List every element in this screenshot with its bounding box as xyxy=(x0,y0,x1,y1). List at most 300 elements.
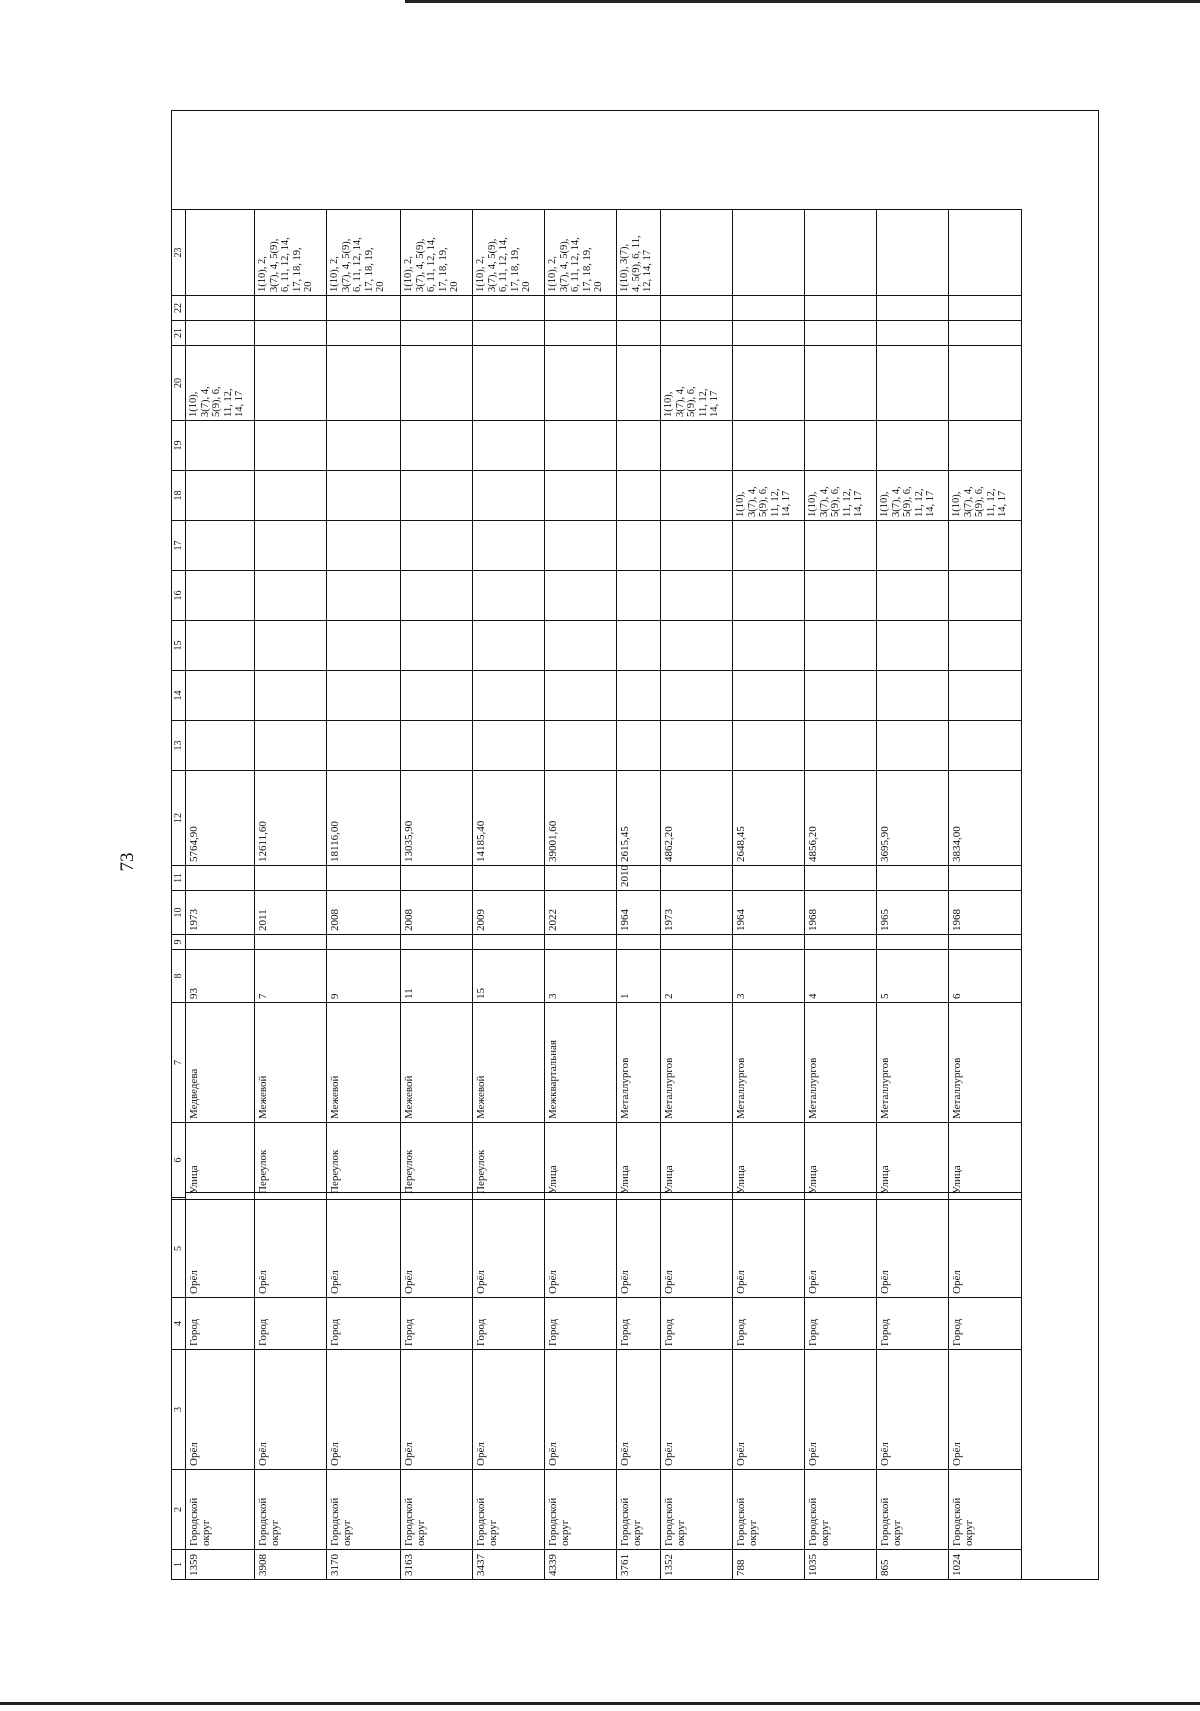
cell-col18: 1(10), 3(7), 4, 5(9), 6, 11, 12, 14, 17 xyxy=(733,470,805,520)
page-number: 73 xyxy=(117,852,138,872)
cell-house: 93 xyxy=(186,949,255,1002)
column-number: 11 xyxy=(172,865,186,890)
cell-municipality: Орёл xyxy=(255,1349,327,1469)
cell-street_type: Переулок xyxy=(473,1122,545,1197)
table-row xyxy=(401,109,473,1579)
cell-street: Металлургов xyxy=(617,1002,661,1122)
column-number: 23 xyxy=(172,209,186,295)
column-number: 15 xyxy=(172,620,186,670)
cell-empty xyxy=(949,520,1022,570)
cell-street_type: Улица xyxy=(661,1122,733,1197)
cell-empty xyxy=(255,620,327,670)
table-row xyxy=(617,109,661,1579)
cell-id: 1359 xyxy=(186,1549,255,1579)
cell-street: Медведева xyxy=(186,1002,255,1122)
column-number: 1 xyxy=(172,1549,186,1579)
cell-settlement_type: Город xyxy=(545,1297,617,1349)
cell-area: 5764,90 xyxy=(186,770,255,865)
cell-area: 3695,90 xyxy=(877,770,949,865)
cell-settlement: Орёл xyxy=(255,1199,327,1297)
cell-empty xyxy=(473,620,545,670)
cell-settlement_type: Город xyxy=(805,1297,877,1349)
cell-col18 xyxy=(255,470,327,520)
cell-municipality: Орёл xyxy=(617,1349,661,1469)
cell-empty xyxy=(617,295,661,320)
cell-empty xyxy=(949,570,1022,620)
cell-empty xyxy=(877,295,949,320)
header-row xyxy=(172,109,186,1579)
cell-empty xyxy=(473,320,545,345)
cell-col23 xyxy=(949,209,1022,295)
cell-district: Городской округ xyxy=(733,1469,805,1549)
column-number: 10 xyxy=(172,890,186,934)
cell-empty xyxy=(877,570,949,620)
cell-empty xyxy=(661,320,733,345)
cell-year: 1973 xyxy=(661,890,733,934)
cell-empty xyxy=(733,620,805,670)
cell-id: 3437 xyxy=(473,1549,545,1579)
cell-empty xyxy=(186,670,255,720)
cell-settlement_type: Город xyxy=(949,1297,1022,1349)
cell-col23: 1(10), 2, 3(7), 4, 5(9), 6, 11, 12, 14, 17, 18, 19, 20 xyxy=(545,209,617,295)
table-row xyxy=(661,109,733,1579)
cell-settlement: Орёл xyxy=(545,1199,617,1297)
cell-col20 xyxy=(877,345,949,420)
cell-house: 9 xyxy=(327,949,401,1002)
cell-empty xyxy=(805,520,877,570)
cell-settlement_type: Город xyxy=(617,1297,661,1349)
cell-settlement: Орёл xyxy=(733,1199,805,1297)
cell-empty xyxy=(401,420,473,470)
cell-street: Металлургов xyxy=(661,1002,733,1122)
cell-empty xyxy=(617,420,661,470)
cell-col23: 1(10), 2, 3(7), 4, 5(9), 6, 11, 12, 14, 17, 18, 19, 20 xyxy=(473,209,545,295)
cell-col18 xyxy=(327,470,401,520)
cell-year2 xyxy=(327,865,401,890)
cell-empty xyxy=(545,570,617,620)
cell-empty xyxy=(733,295,805,320)
column-number: 18 xyxy=(172,470,186,520)
cell-house: 11 xyxy=(401,949,473,1002)
cell-settlement_type: Город xyxy=(877,1297,949,1349)
cell-empty xyxy=(661,620,733,670)
cell-col18 xyxy=(401,470,473,520)
cell-year: 2008 xyxy=(327,890,401,934)
column-number: 6 xyxy=(172,1122,186,1197)
cell-col20 xyxy=(401,345,473,420)
cell-area: 14185,40 xyxy=(473,770,545,865)
cell-empty xyxy=(473,295,545,320)
cell-district: Городской округ xyxy=(877,1469,949,1549)
cell-empty xyxy=(473,934,545,949)
table-row xyxy=(327,109,401,1579)
cell-year2 xyxy=(255,865,327,890)
cell-area: 39001,60 xyxy=(545,770,617,865)
cell-settlement: Орёл xyxy=(805,1199,877,1297)
cell-empty xyxy=(617,520,661,570)
cell-col23: 1(10), 2, 3(7), 4, 5(9), 6, 11, 12, 14, 17, 18, 19, 20 xyxy=(401,209,473,295)
cell-empty xyxy=(805,670,877,720)
table-row xyxy=(545,109,617,1579)
cell-col18 xyxy=(545,470,617,520)
cell-area: 4862,20 xyxy=(661,770,733,865)
column-number: 17 xyxy=(172,520,186,570)
cell-empty xyxy=(661,520,733,570)
cell-municipality: Орёл xyxy=(877,1349,949,1469)
cell-municipality: Орёл xyxy=(401,1349,473,1469)
cell-empty xyxy=(617,720,661,770)
cell-area: 12611,60 xyxy=(255,770,327,865)
cell-district: Городской округ xyxy=(949,1469,1022,1549)
column-number: 3 xyxy=(172,1349,186,1469)
cell-empty xyxy=(473,570,545,620)
cell-settlement: Орёл xyxy=(617,1199,661,1297)
cell-settlement: Орёл xyxy=(327,1199,401,1297)
cell-settlement: Орёл xyxy=(186,1199,255,1297)
cell-empty xyxy=(877,720,949,770)
cell-year2 xyxy=(401,865,473,890)
cell-area: 2615,45 xyxy=(617,770,661,865)
cell-empty xyxy=(877,420,949,470)
cell-district: Городской округ xyxy=(473,1469,545,1549)
cell-empty xyxy=(327,420,401,470)
column-number: . xyxy=(173,1197,184,1199)
cell-empty xyxy=(805,420,877,470)
cell-empty xyxy=(255,320,327,345)
cell-empty xyxy=(805,720,877,770)
cell-year2 xyxy=(805,865,877,890)
cell-year: 1964 xyxy=(617,890,661,934)
cell-settlement: Орёл xyxy=(661,1199,733,1297)
cell-empty xyxy=(545,420,617,470)
cell-empty xyxy=(545,620,617,670)
cell-col20 xyxy=(949,345,1022,420)
cell-col18: 1(10), 3(7), 4, 5(9), 6, 11, 12, 14, 17 xyxy=(949,470,1022,520)
cell-street: Межевой xyxy=(401,1002,473,1122)
cell-district: Городской округ xyxy=(661,1469,733,1549)
cell-empty xyxy=(401,620,473,670)
cell-year: 2011 xyxy=(255,890,327,934)
cell-settlement_type: Город xyxy=(255,1297,327,1349)
cell-street: Межевой xyxy=(327,1002,401,1122)
cell-street: Межевой xyxy=(255,1002,327,1122)
cell-col18 xyxy=(473,470,545,520)
cell-empty xyxy=(661,295,733,320)
cell-empty xyxy=(401,670,473,720)
cell-empty xyxy=(401,295,473,320)
cell-municipality: Орёл xyxy=(805,1349,877,1469)
cell-empty xyxy=(949,320,1022,345)
column-number: 20 xyxy=(172,345,186,420)
table-row xyxy=(805,109,877,1579)
cell-empty xyxy=(186,720,255,770)
cell-empty xyxy=(661,670,733,720)
cell-id: 1024 xyxy=(949,1549,1022,1579)
table-row xyxy=(733,109,805,1579)
cell-empty xyxy=(327,520,401,570)
cell-street_type: Улица xyxy=(733,1122,805,1197)
cell-district: Городской округ xyxy=(255,1469,327,1549)
cell-area: 4856,20 xyxy=(805,770,877,865)
cell-empty xyxy=(401,570,473,620)
cell-empty xyxy=(255,520,327,570)
cell-district: Городской округ xyxy=(401,1469,473,1549)
cell-col18 xyxy=(661,470,733,520)
cell-empty xyxy=(255,570,327,620)
cell-col23 xyxy=(661,209,733,295)
cell-empty xyxy=(617,320,661,345)
cell-settlement: Орёл xyxy=(949,1199,1022,1297)
cell-year: 1973 xyxy=(186,890,255,934)
column-number: 4 xyxy=(172,1297,186,1349)
cell-year: 1968 xyxy=(949,890,1022,934)
column-number: 19 xyxy=(172,420,186,470)
column-number: 5 xyxy=(172,1199,186,1297)
cell-year2 xyxy=(733,865,805,890)
cell-id: 4339 xyxy=(545,1549,617,1579)
cell-area: 13035,90 xyxy=(401,770,473,865)
cell-empty xyxy=(545,295,617,320)
cell-col20 xyxy=(327,345,401,420)
cell-year: 2008 xyxy=(401,890,473,934)
column-number: 9 xyxy=(172,934,186,949)
column-number: 8 xyxy=(172,949,186,1002)
cell-col23: 1(10), 3(7), 4, 5(9), 6, 11, 12, 14, 17 xyxy=(617,209,661,295)
column-number: 12 xyxy=(172,770,186,865)
cell-municipality: Орёл xyxy=(661,1349,733,1469)
cell-col23: 1(10), 2, 3(7), 4, 5(9), 6, 11, 12, 14, 17, 18, 19, 20 xyxy=(327,209,401,295)
cell-empty xyxy=(733,320,805,345)
cell-empty xyxy=(401,320,473,345)
column-number: 14 xyxy=(172,670,186,720)
cell-street: Металлургов xyxy=(877,1002,949,1122)
cell-empty xyxy=(805,934,877,949)
cell-house: 7 xyxy=(255,949,327,1002)
cell-empty xyxy=(949,620,1022,670)
cell-empty xyxy=(186,570,255,620)
cell-settlement: Орёл xyxy=(877,1199,949,1297)
cell-empty xyxy=(617,670,661,720)
cell-id: 1352 xyxy=(661,1549,733,1579)
cell-street: Межквартальная xyxy=(545,1002,617,1122)
cell-year: 2022 xyxy=(545,890,617,934)
cell-col23 xyxy=(805,209,877,295)
cell-empty xyxy=(545,670,617,720)
cell-col23 xyxy=(877,209,949,295)
cell-empty xyxy=(949,295,1022,320)
cell-street_type: Переулок xyxy=(255,1122,327,1197)
cell-street: Межевой xyxy=(473,1002,545,1122)
cell-settlement: Орёл xyxy=(473,1199,545,1297)
cell-street_type: Переулок xyxy=(327,1122,401,1197)
cell-empty xyxy=(949,420,1022,470)
cell-col18 xyxy=(186,470,255,520)
cell-empty xyxy=(327,670,401,720)
cell-year: 1964 xyxy=(733,890,805,934)
column-number: 21 xyxy=(172,320,186,345)
cell-col23 xyxy=(186,209,255,295)
table-row xyxy=(186,109,255,1579)
cell-empty xyxy=(805,620,877,670)
top-rule xyxy=(405,0,1200,3)
cell-empty xyxy=(661,570,733,620)
cell-empty xyxy=(327,570,401,620)
cell-municipality: Орёл xyxy=(949,1349,1022,1469)
cell-house: 6 xyxy=(949,949,1022,1002)
cell-col18: 1(10), 3(7), 4, 5(9), 6, 11, 12, 14, 17 xyxy=(877,470,949,520)
cell-house: 1 xyxy=(617,949,661,1002)
cell-district: Городской округ xyxy=(545,1469,617,1549)
cell-empty xyxy=(186,934,255,949)
cell-year2: 2010 xyxy=(617,865,661,890)
cell-street: Металлургов xyxy=(805,1002,877,1122)
cell-empty xyxy=(327,720,401,770)
cell-col23: 1(10), 2, 3(7), 4, 5(9), 6, 11, 12, 14, 17, 18, 19, 20 xyxy=(255,209,327,295)
cell-year2 xyxy=(949,865,1022,890)
cell-empty xyxy=(661,934,733,949)
cell-street_type: Улица xyxy=(877,1122,949,1197)
cell-house: 2 xyxy=(661,949,733,1002)
cell-empty xyxy=(877,520,949,570)
cell-district: Городской округ xyxy=(327,1469,401,1549)
column-number: 16 xyxy=(172,570,186,620)
cell-empty xyxy=(545,720,617,770)
cell-col20 xyxy=(473,345,545,420)
cell-empty xyxy=(877,320,949,345)
cell-empty xyxy=(805,570,877,620)
cell-empty xyxy=(473,420,545,470)
cell-empty xyxy=(186,420,255,470)
cell-area: 18116,00 xyxy=(327,770,401,865)
cell-id: 788 xyxy=(733,1549,805,1579)
cell-municipality: Орёл xyxy=(545,1349,617,1469)
cell-empty xyxy=(661,720,733,770)
cell-empty xyxy=(733,520,805,570)
cell-empty xyxy=(733,420,805,470)
cell-year2 xyxy=(545,865,617,890)
cell-district: Городской округ xyxy=(186,1469,255,1549)
cell-empty xyxy=(949,720,1022,770)
cell-empty xyxy=(545,934,617,949)
table-row xyxy=(877,109,949,1579)
cell-id: 3163 xyxy=(401,1549,473,1579)
cell-municipality: Орёл xyxy=(327,1349,401,1469)
cell-area: 3834,00 xyxy=(949,770,1022,865)
cell-empty xyxy=(186,620,255,670)
cell-empty xyxy=(617,620,661,670)
cell-year2 xyxy=(186,865,255,890)
cell-id: 3908 xyxy=(255,1549,327,1579)
table-row xyxy=(255,109,327,1579)
cell-area: 2648,45 xyxy=(733,770,805,865)
cell-empty xyxy=(473,670,545,720)
cell-house: 4 xyxy=(805,949,877,1002)
data-table xyxy=(171,110,1099,1580)
column-number: 2 xyxy=(172,1469,186,1549)
cell-empty xyxy=(186,295,255,320)
cell-empty xyxy=(877,934,949,949)
cell-col23 xyxy=(733,209,805,295)
cell-empty xyxy=(327,295,401,320)
cell-empty xyxy=(401,934,473,949)
cell-col20: 1(10), 3(7), 4, 5(9), 6, 11, 12, 14, 17 xyxy=(186,345,255,420)
cell-empty xyxy=(733,670,805,720)
cell-empty xyxy=(877,670,949,720)
cell-settlement_type: Город xyxy=(327,1297,401,1349)
cell-street: Металлургов xyxy=(733,1002,805,1122)
cell-empty xyxy=(255,720,327,770)
cell-empty xyxy=(617,934,661,949)
cell-house: 15 xyxy=(473,949,545,1002)
cell-district: Городской округ xyxy=(805,1469,877,1549)
table-row xyxy=(473,109,545,1579)
cell-street_type: Улица xyxy=(949,1122,1022,1197)
cell-col20 xyxy=(255,345,327,420)
cell-empty xyxy=(733,570,805,620)
column-number: 7 xyxy=(172,1002,186,1122)
cell-settlement_type: Город xyxy=(473,1297,545,1349)
cell-col20 xyxy=(733,345,805,420)
cell-id: 3761 xyxy=(617,1549,661,1579)
cell-empty xyxy=(545,520,617,570)
cell-id: 3170 xyxy=(327,1549,401,1579)
cell-settlement_type: Город xyxy=(401,1297,473,1349)
cell-street_type: Улица xyxy=(617,1122,661,1197)
cell-street_type: Улица xyxy=(545,1122,617,1197)
cell-year: 1965 xyxy=(877,890,949,934)
cell-empty xyxy=(733,720,805,770)
table-wrapper xyxy=(171,110,1099,1580)
cell-district: Городской округ xyxy=(617,1469,661,1549)
cell-municipality: Орёл xyxy=(473,1349,545,1469)
cell-empty xyxy=(327,934,401,949)
cell-house: 3 xyxy=(545,949,617,1002)
cell-empty xyxy=(949,934,1022,949)
cell-empty xyxy=(327,620,401,670)
cell-col20 xyxy=(545,345,617,420)
cell-empty xyxy=(733,934,805,949)
cell-settlement_type: Город xyxy=(733,1297,805,1349)
cell-empty xyxy=(617,570,661,620)
cell-year2 xyxy=(473,865,545,890)
cell-street_type: Переулок xyxy=(401,1122,473,1197)
cell-empty xyxy=(473,720,545,770)
column-number: 13 xyxy=(172,720,186,770)
cell-empty xyxy=(545,320,617,345)
cell-municipality: Орёл xyxy=(186,1349,255,1469)
cell-settlement_type: Город xyxy=(186,1297,255,1349)
cell-year2 xyxy=(661,865,733,890)
cell-col20 xyxy=(617,345,661,420)
cell-municipality: Орёл xyxy=(733,1349,805,1469)
cell-empty xyxy=(401,720,473,770)
cell-col20: 1(10), 3(7), 4, 5(9), 6, 11, 12, 14, 17 xyxy=(661,345,733,420)
cell-empty xyxy=(327,320,401,345)
cell-street_type: Улица xyxy=(805,1122,877,1197)
cell-empty xyxy=(255,295,327,320)
cell-empty xyxy=(255,420,327,470)
cell-settlement_type: Город xyxy=(661,1297,733,1349)
bottom-rule xyxy=(0,1702,1200,1705)
cell-empty xyxy=(661,420,733,470)
cell-empty xyxy=(949,670,1022,720)
cell-empty xyxy=(877,620,949,670)
cell-col18 xyxy=(617,470,661,520)
cell-house: 5 xyxy=(877,949,949,1002)
cell-col18: 1(10), 3(7), 4, 5(9), 6, 11, 12, 14, 17 xyxy=(805,470,877,520)
cell-year2 xyxy=(877,865,949,890)
cell-empty xyxy=(805,320,877,345)
